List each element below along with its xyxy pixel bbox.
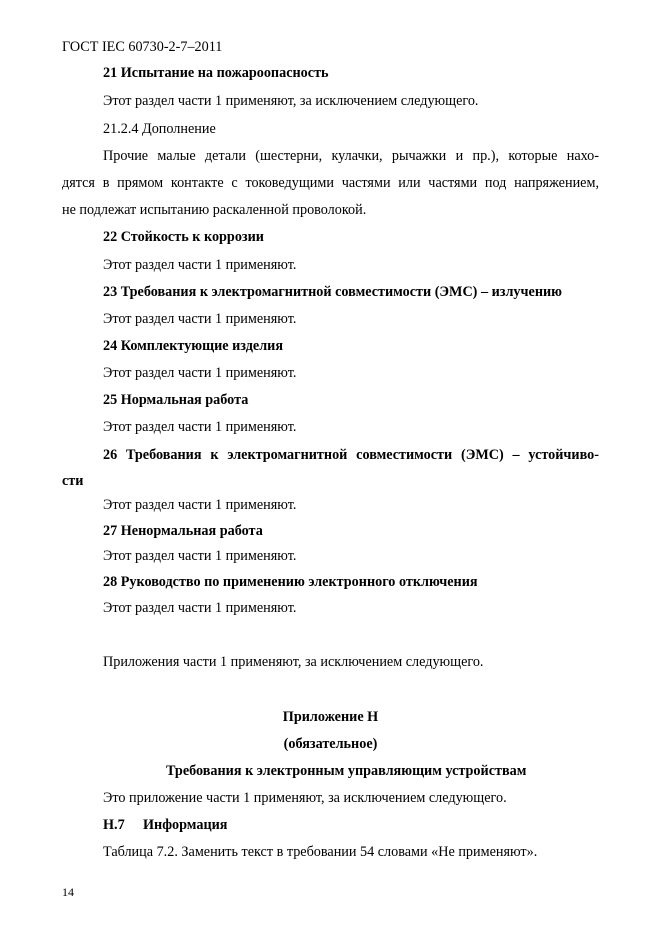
section-23-heading: 23 Требования к электромагнитной совместимости (ЭМС) – излучению [103, 284, 563, 300]
clause-h7-number: H.7 [103, 817, 125, 833]
section-21-heading: 21 Испытание на пожароопасность [103, 65, 329, 81]
section-26-text: Этот раздел части 1 применяют. [103, 497, 297, 513]
section-25-heading: 25 Нормальная работа [103, 392, 249, 408]
section-25-text: Этот раздел части 1 применяют. [103, 419, 297, 435]
annexes-note: Приложения части 1 применяют, за исключением следующего. [103, 654, 484, 670]
section-22-text: Этот раздел части 1 применяют. [103, 257, 297, 273]
section-26-heading-line-1: 26 Требования к электромагнитной совместимости (ЭМС) – устойчиво- [103, 447, 599, 463]
section-28-heading: 28 Руководство по применению электронного отключения [103, 574, 478, 590]
clause-h7-title: Информация [143, 817, 228, 833]
section-24-text: Этот раздел части 1 применяют. [103, 365, 297, 381]
section-28-text: Этот раздел части 1 применяют. [103, 600, 297, 616]
section-23-text: Этот раздел части 1 применяют. [103, 311, 297, 327]
page-number: 14 [62, 885, 74, 899]
document-code: ГОСТ IEC 60730-2-7–2011 [62, 39, 223, 55]
subsection-21-2-4-heading: 21.2.4 Дополнение [103, 121, 216, 137]
annex-h-title: Приложение H [282, 709, 379, 725]
section-21-paragraph-line-3: не подлежат испытанию раскаленной проволокой. [62, 202, 367, 218]
section-27-heading: 27 Ненормальная работа [103, 523, 263, 539]
section-21-text: Этот раздел части 1 применяют, за исключением следующего. [103, 93, 479, 109]
section-22-heading: 22 Стойкость к коррозии [103, 229, 264, 245]
table-7-2-note: Таблица 7.2. Заменить текст в требовании 54 словами «Не применяют». [103, 844, 538, 860]
section-21-paragraph-line-2: дятся в прямом контакте с токоведущими частями или частями под напряжением, [62, 175, 599, 191]
section-21-paragraph-line-1: Прочие малые детали (шестерни, кулачки, рычажки и пр.), которые нахо- [103, 148, 599, 164]
annex-h-subtitle: Требования к электронным управляющим устройствам [166, 763, 527, 779]
section-27-text: Этот раздел части 1 применяют. [103, 548, 297, 564]
annex-h-text: Это приложение части 1 применяют, за исключением следующего. [103, 790, 507, 806]
section-24-heading: 24 Комплектующие изделия [103, 338, 284, 354]
section-26-heading-line-2: сти [62, 473, 84, 489]
annex-h-status: (обязательное) [283, 736, 378, 752]
